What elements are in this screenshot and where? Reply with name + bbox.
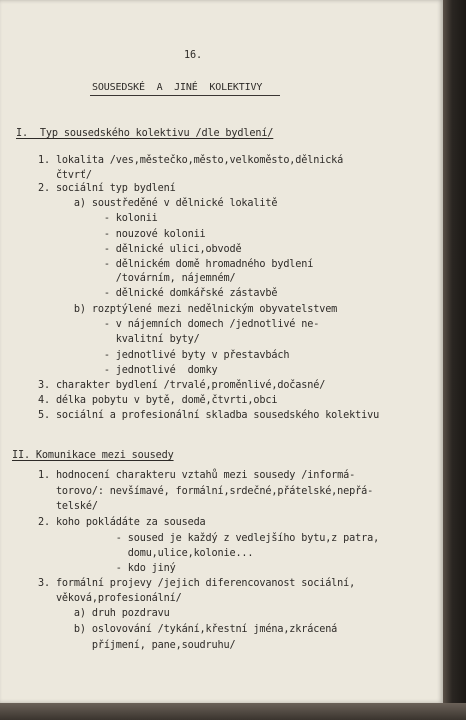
section-1-line: b) rozptýlené mezi nedělnickým obyvatelstvem xyxy=(38,304,338,315)
section-2-line: - soused je každý z vedlejšího bytu,z patra, xyxy=(38,533,380,544)
section-1-line: 1. lokalita /ves,městečko,město,velkoměsto,dělnická xyxy=(38,155,344,166)
section-1-line: 4. délka pobytu v bytě, domě,čtvrti,obci xyxy=(38,395,278,406)
section-2-line: věková,profesionální/ xyxy=(38,593,182,604)
section-2-line: a) druh pozdravu xyxy=(38,608,170,619)
section-1-line: a) soustředěné v dělnické lokalitě xyxy=(38,198,278,209)
section-1-line: - v nájemních domech /jednotlivé ne- xyxy=(38,319,320,330)
page-title: SOUSEDSKÉ A JINÉ KOLEKTIVY xyxy=(92,82,263,93)
page-edge-shadow xyxy=(443,0,466,720)
section-1-line: - jednotlivé domky xyxy=(38,365,218,376)
section-1-line: - nouzové kolonii xyxy=(38,229,206,240)
page-bottom-shadow xyxy=(0,703,466,720)
section-1-line: - kolonii xyxy=(38,213,158,224)
section-1-line: - dělnické ulici,obvodě xyxy=(38,244,242,255)
section-1-line: - dělnické domkářské zástavbě xyxy=(38,288,278,299)
section-1-line: 5. sociální a profesionální skladba sousedského kolektivu xyxy=(38,410,380,421)
section-2-line: domu,ulice,kolonie... xyxy=(38,548,254,559)
section-1-line: 3. charakter bydlení /trvalé,proměnlivé,dočasné/ xyxy=(38,380,326,391)
section-1-line: /továrním, nájemném/ xyxy=(38,273,236,284)
section-2-line: telské/ xyxy=(38,501,98,512)
section-1-line: kvalitní byty/ xyxy=(38,334,200,345)
section-2-line: 3. formální projevy /jejich diferencovanost sociální, xyxy=(38,578,356,589)
section-2-line: b) oslovování /tykání,křestní jména,zkrácená xyxy=(38,624,338,635)
section-2-heading: II. Komunikace mezi sousedy xyxy=(12,450,174,461)
section-1-line: - jednotlivé byty v přestavbách xyxy=(38,350,290,361)
section-2-line: 1. hodnocení charakteru vztahů mezi sousedy /informá- xyxy=(38,470,356,481)
section-1-heading: I. Typ sousedského kolektivu /dle bydlení/ xyxy=(16,128,274,139)
title-underline xyxy=(90,95,280,96)
section-1-line: 2. sociální typ bydlení xyxy=(38,183,176,194)
section-2-line: torovo/: nevšímavé, formální,srdečné,přátelské,nepřá- xyxy=(38,486,374,497)
section-1-line: čtvrť/ xyxy=(38,170,92,181)
section-2-line: - kdo jiný xyxy=(38,563,176,574)
section-1-line: - dělnickém domě hromadného bydlení xyxy=(38,259,314,270)
section-2-line: příjmení, pane,soudruhu/ xyxy=(38,640,236,651)
section-2-line: 2. koho pokládáte za souseda xyxy=(38,517,206,528)
page-number: 16. xyxy=(184,50,202,61)
